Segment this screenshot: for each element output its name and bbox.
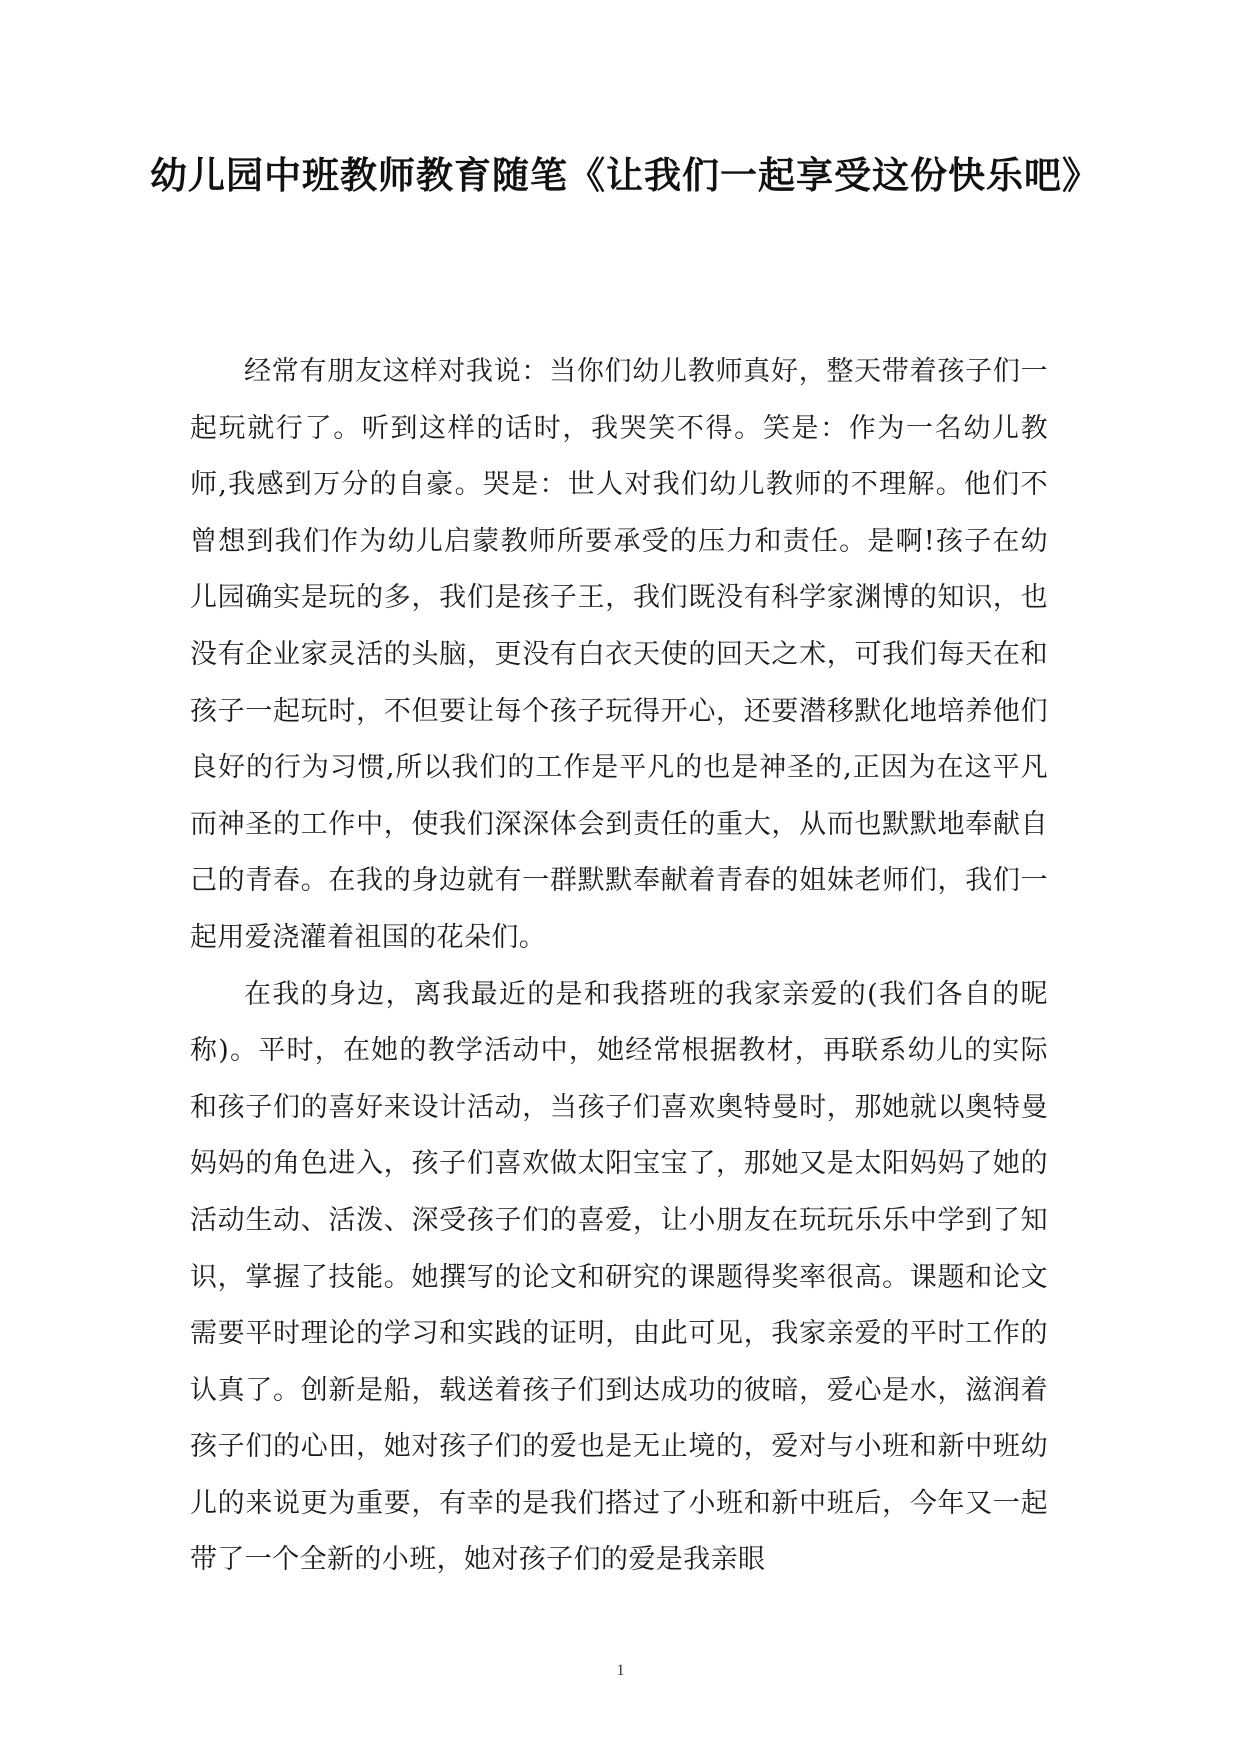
paragraph-2: 在我的身边，离我最近的是和我搭班的我家亲爱的(我们各自的昵称)。平时，在她的教学活动中，她经常根据教材，再联系幼儿的实际和孩子们的喜好来设计活动，当孩子们喜欢奥特曼时，那她就以奥特曼妈妈的角色进入，孩子们喜欢做太阳宝宝了，那她又是太阳妈妈了她的活动生动、活泼、深受孩子们的喜爱，让小朋友在玩玩乐乐中学到了知识，掌握了技能。她撰写的论文和研究的课题得奖率很高。课题和论文需要平时理论的学习和实践的证明，由此可见，我家亲爱的平时工作的认真了。创新是船，载送着孩子们到达成功的彼暗，爱心是水，滋润着孩子们的心田，她对孩子们的爱也是无止境的，爱对与小班和新中班幼儿的来说更为重要，有幸的是我们搭过了小班和新中班后，今年又一起带了一个全新的小班，她对孩子们的爱是我亲眼 bbox=[190, 978, 1048, 1576]
document-body bbox=[190, 344, 1048, 1589]
paragraph-1: 经常有朋友这样对我说：当你们幼儿教师真好，整天带着孩子们一起玩就行了。听到这样的话时，我哭笑不得。笑是：作为一名幼儿教师,我感到万分的自豪。哭是：世人对我们幼儿教师的不理解。他们不曾想到我们作为幼儿启蒙教师所要承受的压力和责任。是啊!孩子在幼儿园确实是玩的多，我们是孩子王，我们既没有科学家渊博的知识，也没有企业家灵活的头脑，更没有白衣天使的回天之术，可我们每天在和孩子一起玩时，不但要让每个孩子玩得开心，还要潜移默化地培养他们良好的行为习惯,所以我们的工作是平凡的也是神圣的,正因为在这平凡而神圣的工作中，使我们深深体会到责任的重大，从而也默默地奉献自己的青春。在我的身边就有一群默默奉献着青春的姐妹老师们，我们一起用爱浇灌着祖国的花朵们。 bbox=[190, 356, 1048, 953]
page-number: 1 bbox=[616, 1662, 625, 1679]
document-title: 幼儿园中班教师教育随笔《让我们一起享受这份快乐吧》 bbox=[150, 154, 1100, 197]
